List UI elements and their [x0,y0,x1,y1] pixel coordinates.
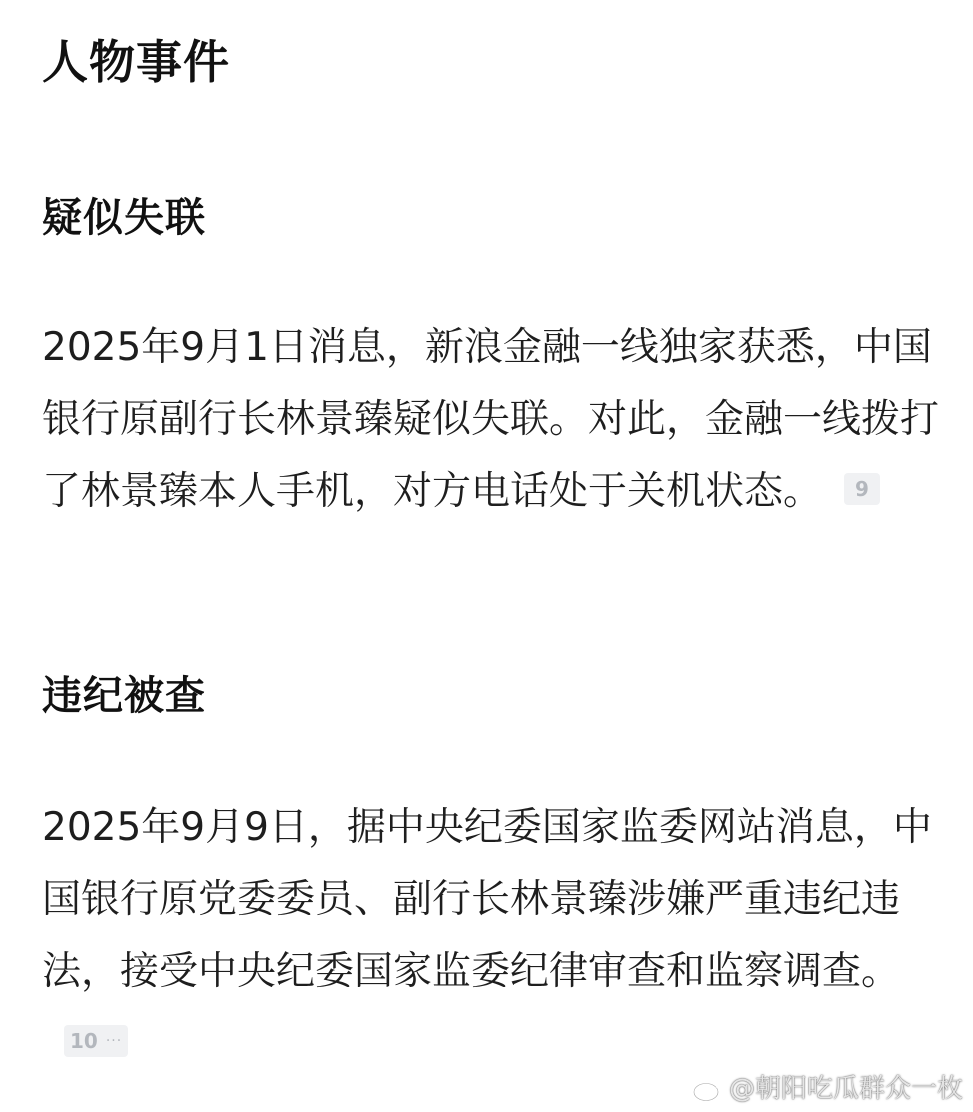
page-title: 人物事件 [42,35,230,89]
watermark-text: @朝阳吃瓜群众一枚 [728,1074,963,1104]
watermark [693,1072,963,1106]
more-icon: ··· [105,1033,123,1049]
weibo-logo-icon [693,1076,723,1102]
citation-number: 9 [855,477,869,501]
section-paragraph-missing [42,312,942,528]
section-paragraph-investigated [42,792,942,1080]
paragraph-text: 2025年9月1日消息，新浪金融一线独家获悉，中国银行原副行长林景臻疑似失联。对此，金融一线拨打了林景臻本人手机，对方电话处于关机状态。 [42,325,940,514]
section-heading-missing: 疑似失联 [42,195,206,241]
citation-badge[interactable] [64,1025,128,1057]
citation-badge[interactable] [844,473,880,505]
section-heading-investigated: 违纪被查 [42,673,206,719]
citation-number: 10 [70,1029,98,1053]
paragraph-text: 2025年9月9日，据中央纪委国家监委网站消息，中国银行原党委委员、副行长林景臻涉嫌严重违纪违法，接受中央纪委国家监委纪律审查和监察调查。 [42,805,932,994]
